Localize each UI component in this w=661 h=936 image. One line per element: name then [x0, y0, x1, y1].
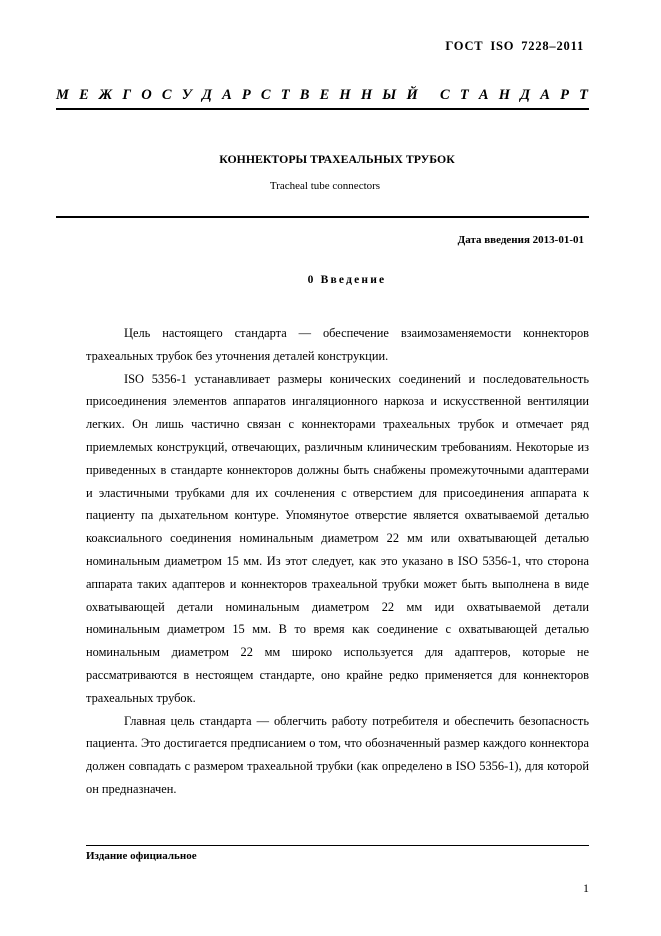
- banner-letter: А: [478, 87, 489, 103]
- banner-letter: М: [56, 87, 69, 103]
- banner-letter: А: [540, 87, 550, 103]
- banner-letter: С: [440, 87, 450, 103]
- banner-letter: Е: [79, 87, 89, 103]
- introduction-date: Дата введения 2013-01-01: [457, 234, 584, 246]
- banner-letter: Т: [459, 87, 469, 103]
- document-number: ГОСТ ISO 7228–2011: [445, 39, 584, 53]
- title-rule: [56, 216, 589, 218]
- banner-letter: Д: [202, 87, 212, 103]
- banner-letter: Р: [560, 87, 569, 103]
- banner-letter: Ы: [382, 87, 397, 103]
- banner-letter: В: [299, 87, 310, 103]
- banner-letter: Т: [579, 87, 588, 103]
- banner-letter: Н: [360, 87, 373, 103]
- banner-letter: Т: [280, 87, 290, 103]
- banner-word-standard: [440, 85, 588, 105]
- official-edition-label: Издание официальное: [86, 850, 197, 862]
- section-heading: 0 Введение: [307, 274, 387, 286]
- banner-letter: Е: [319, 87, 330, 103]
- banner-letter: С: [260, 87, 271, 103]
- page-number: 1: [583, 881, 589, 895]
- section-body: [86, 322, 589, 801]
- banner-letter: О: [141, 87, 152, 103]
- banner-letter: Р: [241, 87, 251, 103]
- standard-banner: [56, 85, 588, 105]
- banner-letter: А: [222, 87, 232, 103]
- banner-letter: Н: [339, 87, 351, 103]
- paragraph: Цель настоящего стандарта — обеспечение взаимозаменяемости коннекторов трахеальных трубок без уточнения деталей конструкции.: [86, 326, 589, 363]
- header-rule: [56, 108, 589, 110]
- banner-letter: Й: [406, 87, 418, 103]
- banner-letter: Г: [122, 87, 132, 103]
- banner-letter: Н: [498, 87, 510, 103]
- document-title-en: Tracheal tube connectors: [269, 180, 381, 192]
- banner-letter: У: [181, 87, 192, 103]
- banner-letter: Ж: [98, 87, 113, 103]
- paragraph: Главная цель стандарта — облегчить работу потребителя и обеспечить безопасность пациента. Это достигается предписанием о том, что обозначенный размер каждого коннектора должен совпадать с размером трахеальной трубки (как определено в ISO 5356-1), для которой он предназначен.: [86, 713, 589, 796]
- banner-letter: Д: [520, 87, 531, 103]
- banner-word-interstate: [56, 85, 418, 105]
- paragraph: ISO 5356-1 устанавливает размеры конических соединений и последовательность присоединения элементов аппаратов ингаляционного наркоза и искусственной вентиляции легких. Он лишь частично связан с коннекторами трахеальных трубок и отмечает ряд приемлемых конструкций, отвечающих, различным клиническим требованиям. Некоторые из приведенных в стандарте коннекторов должны быть снабжены промежуточными адаптерами и эластичными трубками для их сочленения с отверстием для присоединения аппарата к пациенту па дыхательном контуре. Упомянутое отверстие является охватываемой деталью коаксиального соединения номинальным диаметром 22 мм или охватывающей деталью номинальным диаметром 15 мм. Из этот следует, как это указано в ISO 5356-1, что сторона аппарата таких адаптеров и коннекторов трахеальной трубки может быть выполнена в виде охватывающей детали номинальным диаметром 22 мм иди охватываемой детали номинальным диаметром 15 мм. В то время как соединение с охватывающей деталью номинальным диаметром 22 мм широко используется для адаптеров, которые не рассматриваются в нестоящем стандарте, оно крайне редко применяется для коннекторов трахеальных трубок.: [86, 371, 589, 705]
- banner-letter: С: [161, 87, 172, 103]
- document-title-ru: КОННЕКТОРЫ ТРАХЕАЛЬНЫХ ТРУБОК: [219, 152, 455, 166]
- footer-rule: [86, 845, 589, 846]
